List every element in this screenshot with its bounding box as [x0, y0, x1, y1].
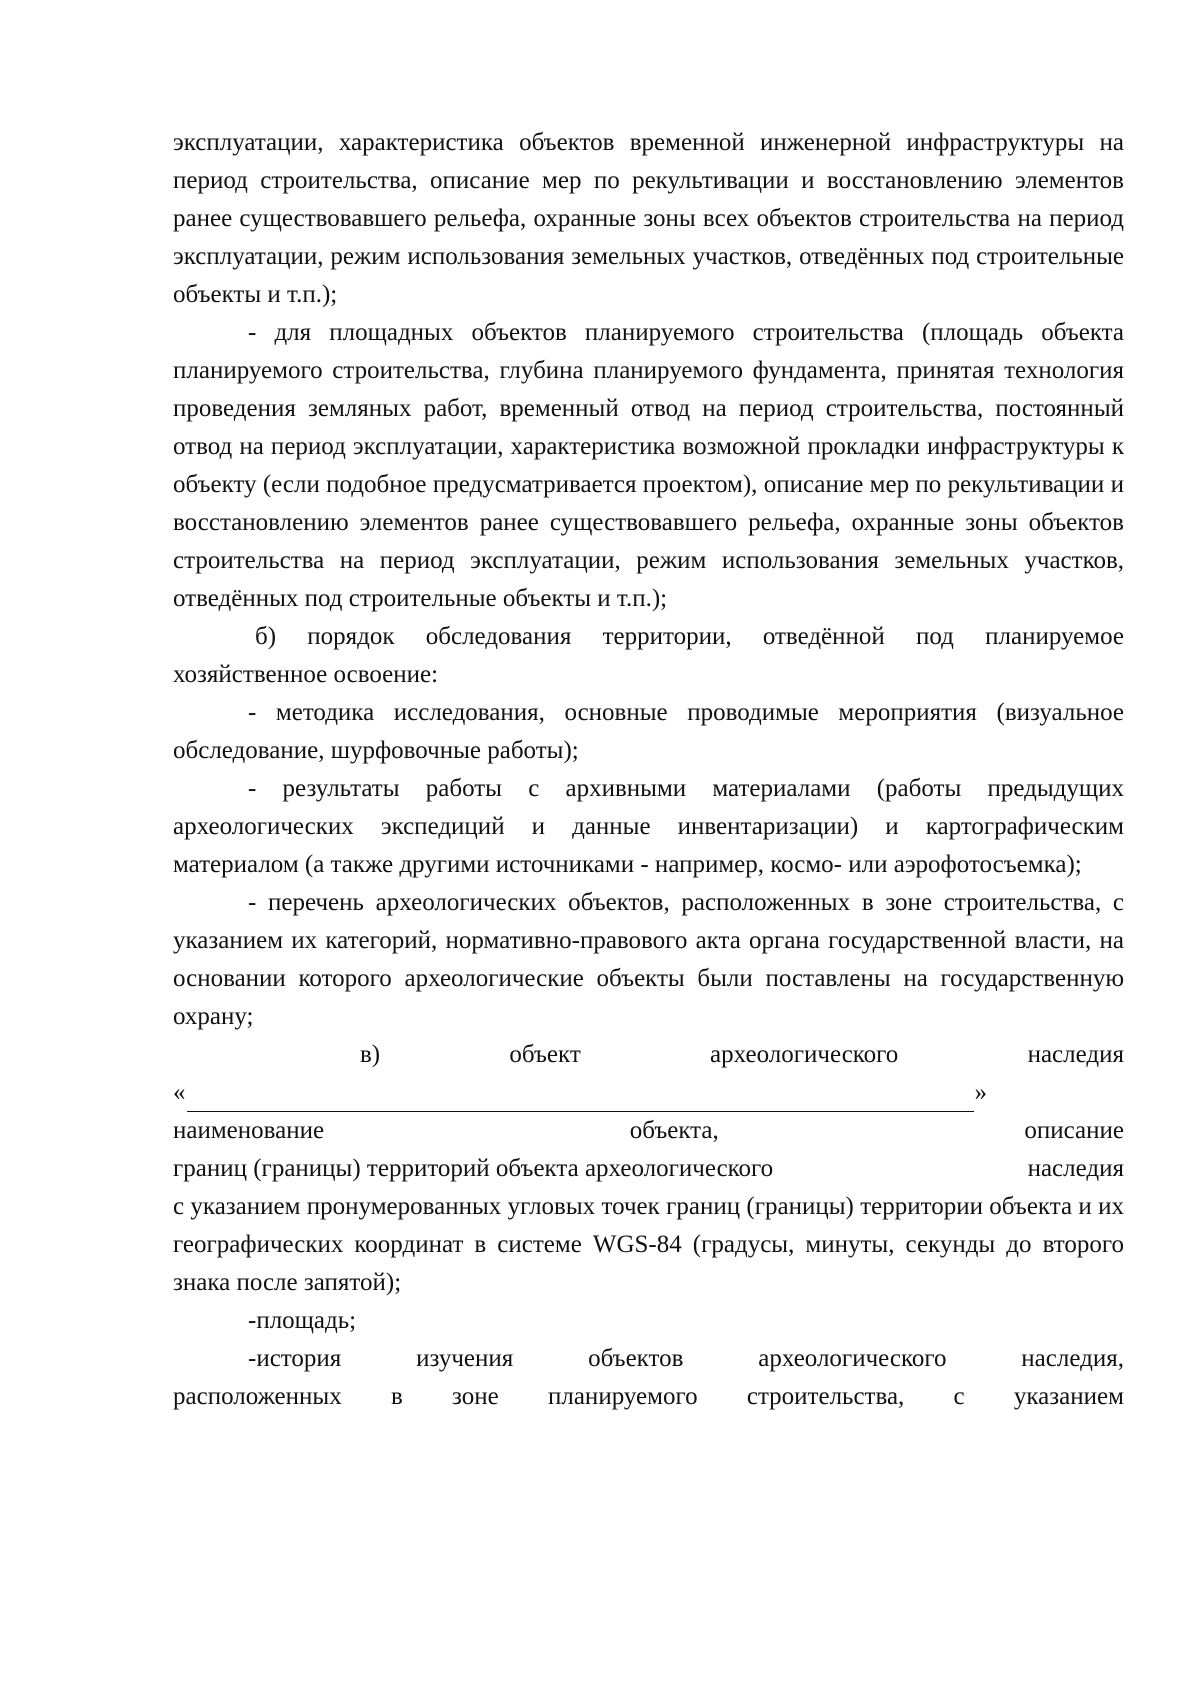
history-line-1 [173, 1340, 1124, 1378]
paragraph-infrastructure-continuation: эксплуатации, характеристика объектов временной инженерной инфраструктуры на период строительства, описание мер по рекультивации и восстановлению элементов ранее существовавшего рельефа, охранные зоны всех объектов строительства на период эксплуатации, режим использования земельных участков, отведённых под строительные объекты и т.п.); [173, 129, 1124, 308]
history-word: строительства, [746, 1383, 905, 1410]
paragraph-archive-results: - результаты работы с архивными материалами (работы предыдущих археологических экспедиций и данные инвентаризации) и картографическим материалом (а также другими источниками - например, космо- или аэрофотосъемка); [173, 775, 1124, 878]
history-word: археологического [758, 1345, 947, 1372]
heritage-object-heading [173, 1036, 1124, 1074]
quote-open: « [173, 1079, 186, 1106]
history-word: -история [248, 1345, 342, 1372]
object-name-blank [173, 1074, 1124, 1112]
description-word: наименование [173, 1117, 325, 1144]
paragraph-boundary-coordinates: с указанием пронумерованных угловых точек границ (границы) территории объекта и их географических координат в системе WGS-84 (градусы, минуты, секунды до второго знака после запятой); [173, 1193, 1124, 1296]
paragraph-area-objects: - для площадных объектов планируемого строительства (площадь объекта планируемого строительства, глубина планируемого фундамента, принятая технология проведения земляных работ, временный отвод на период строительства, постоянный отвод на период эксплуатации, характеристика возможной прокладки инфраструктуры к объекту (если подобное предусматривается проектом), описание мер по рекультивации и восстановлению элементов ранее существовавшего рельефа, охранные зоны объектов строительства на период эксплуатации, режим использования земельных участков, отведённых под строительные объекты и т.п.); [173, 319, 1124, 612]
quote-close: » [974, 1079, 987, 1106]
description-word: объекта, [629, 1117, 719, 1144]
heading-word: в) [360, 1041, 381, 1068]
object-description-line-2 [173, 1150, 1124, 1188]
history-word: в [390, 1383, 403, 1410]
description-right: наследия [1027, 1155, 1124, 1182]
paragraph-area: -площадь; [248, 1307, 357, 1334]
heading-word: археологического [710, 1041, 899, 1068]
description-left: границ (границы) территорий объекта археологического [173, 1155, 774, 1182]
history-line-2 [173, 1378, 1124, 1416]
paragraph-survey-procedure: б) порядок обследования территории, отведённой под планируемое хозяйственное освоение: [173, 623, 1124, 688]
heading-word: объект [509, 1041, 581, 1068]
object-description-line-1 [173, 1112, 1124, 1150]
paragraph-objects-list: - перечень археологических объектов, расположенных в зоне строительства, с указанием их категорий, нормативно-правового акта органа государственной власти, на основании которого археологические объекты были поставлены на государственную охрану; [173, 889, 1124, 1030]
history-word: расположенных [173, 1383, 342, 1410]
history-word: с [953, 1383, 965, 1410]
paragraph-methodology: - методика исследования, основные проводимые мероприятия (визуальное обследование, шурфовочные работы); [173, 699, 1124, 764]
history-word: планируемого [547, 1383, 698, 1410]
heading-word: наследия [1027, 1041, 1124, 1068]
history-word: объектов [588, 1345, 684, 1372]
history-word: изучения [416, 1345, 514, 1372]
history-word: указанием [1013, 1383, 1124, 1410]
description-word: описание [1024, 1117, 1124, 1144]
document-page [173, 124, 1124, 1416]
history-word: наследия, [1021, 1345, 1124, 1372]
fill-in-underline [187, 1087, 974, 1112]
history-word: зоне [452, 1383, 499, 1410]
